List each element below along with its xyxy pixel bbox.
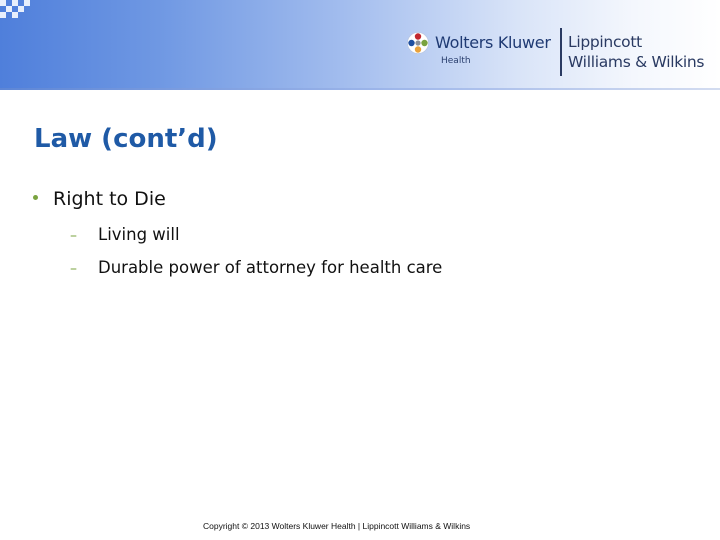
publisher-logo [407,28,717,80]
sub-bullet-item [70,225,180,244]
division-name: Health [441,56,471,66]
sub-bullet-marker: – [70,261,77,277]
company-name: Wolters Kluwer [435,33,551,52]
header-divider [0,88,720,90]
sub-bullet-item [70,258,442,277]
copyright-text: Copyright © 2013 Wolters Kluwer Health | Lippincott Williams & Wilkins [203,521,471,531]
imprint-name-line-1: Lippincott [568,33,642,51]
sub-bullet-text: Durable power of attorney for health care [98,258,443,277]
globe-logo-icon [407,32,429,54]
bullet-item [33,188,166,210]
sub-bullet-text: Living will [98,225,180,244]
slide-title: Law (cont’d) [34,124,218,154]
bullet-dot-icon [33,195,38,200]
logo-divider [560,28,562,76]
bullet-text: Right to Die [53,188,166,210]
sub-bullet-marker: – [70,228,77,244]
checker-decoration [0,0,36,18]
imprint-name-line-2: Williams & Wilkins [568,53,705,71]
